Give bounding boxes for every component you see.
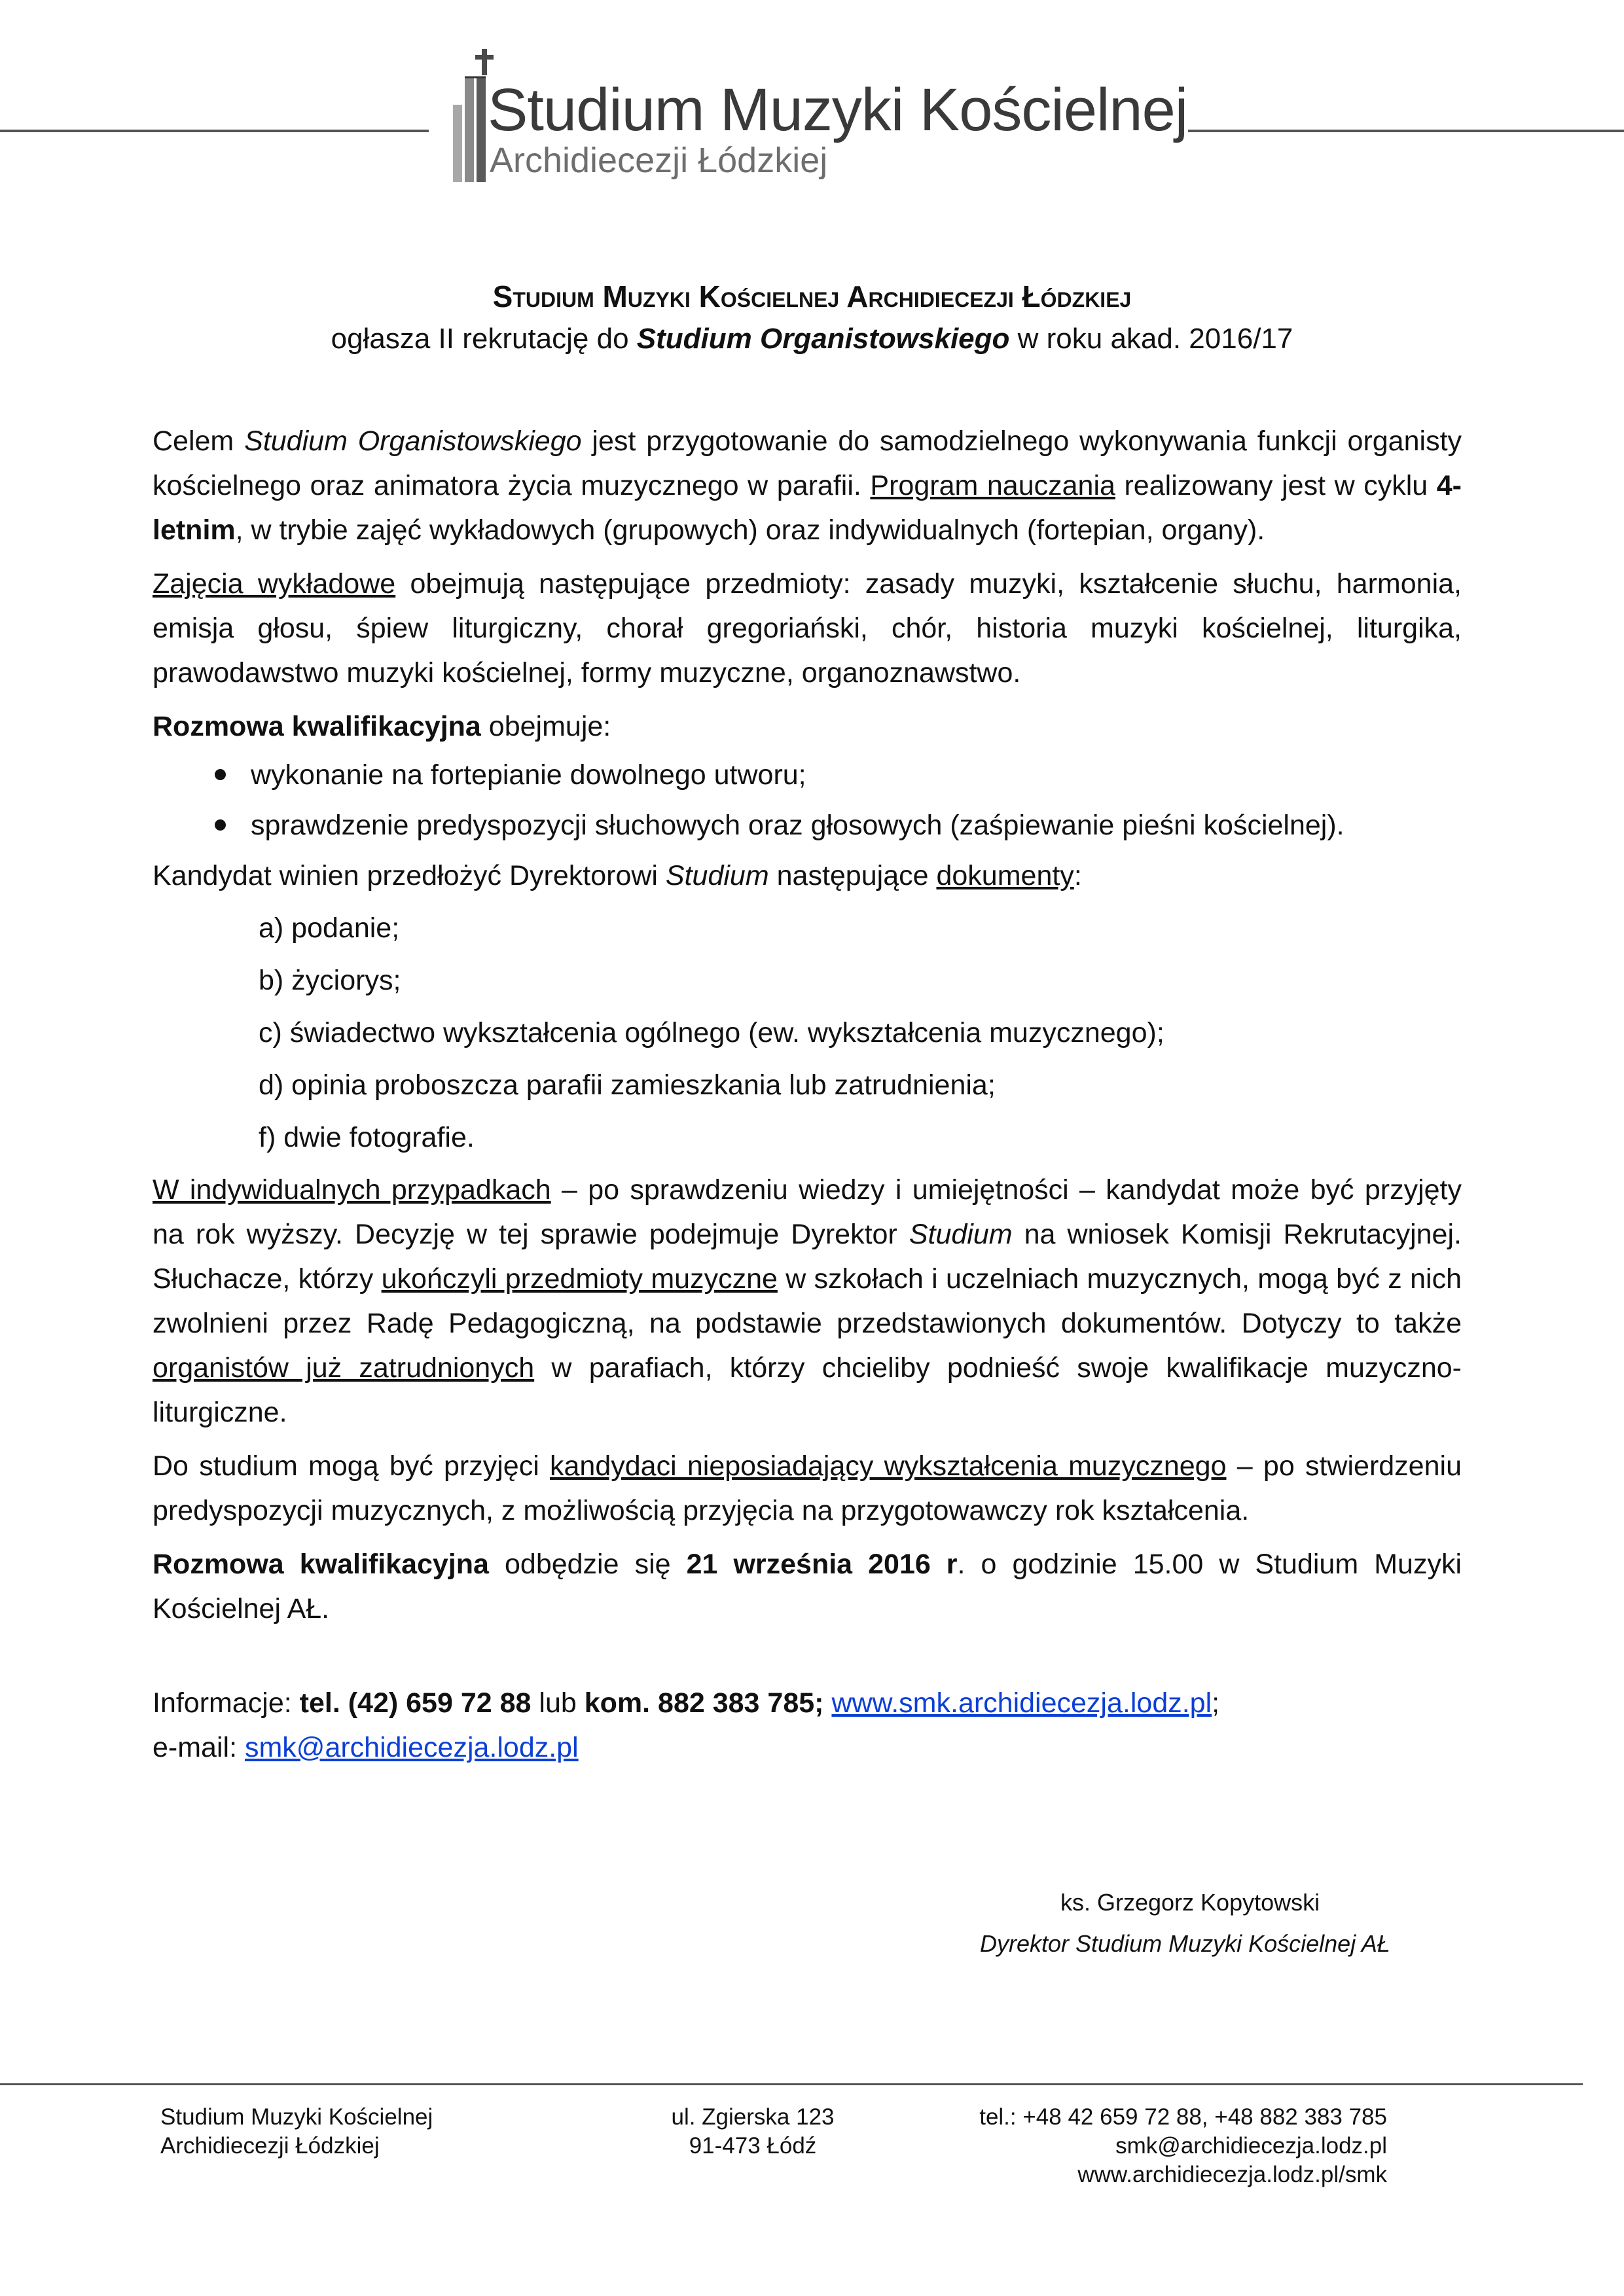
list-item: a) podanie; (259, 912, 400, 944)
list-item: wykonanie na fortepianie dowolnego utworu; (153, 753, 1462, 797)
documents-list (153, 906, 1462, 1160)
contact-info: Informacje: tel. (42) 659 72 88 lub kom. 882 383 785; www.smk.archidiecezja.lodz.pl; e-mail: smk@archidiecezja.lodz.pl (153, 1687, 1220, 1763)
signatory-role: Dyrektor Studium Muzyki Kościelnej AŁ (980, 1930, 1390, 1957)
announcement-body (153, 419, 1462, 1770)
interview-requirements-list (153, 753, 1462, 848)
paragraph-lectures: Zajęcia wykładowe obejmują następujące przedmioty: zasady muzyki, kształcenie słuchu, harmonia, emisja głosu, śpiew liturgiczny, chorał gregoriański, chór, historia muzyki kościelnej, liturgika, prawodawstwo muzyki kościelnej, formy muzyczne, organoznawstwo. (153, 568, 1462, 689)
paragraph-candidates-without-music: Do studium mogą być przyjęci kandydaci nieposiadający wykształcenia muzycznego – po stwierdzeniu predyspozycji muzycznych, z możliwością przyjęcia na przygotowawczy rok kształcenia. (153, 1450, 1462, 1526)
footer-institution: Studium Muzyki Kościelnej Archidiecezji Łódzkiej (160, 2104, 433, 2159)
email-link[interactable]: smk@archidiecezja.lodz.pl (244, 1732, 579, 1763)
footer-contact: tel.: +48 42 659 72 88, +48 882 383 785 smk@archidiecezja.lodz.pl www.archidiecezja.lodz.pl/smk (979, 2104, 1387, 2187)
footer-address: ul. Zgierska 123 91-473 Łódź (671, 2104, 835, 2159)
website-link[interactable]: www.smk.archidiecezja.lodz.pl (831, 1687, 1212, 1719)
header-rule-right (1188, 130, 1624, 132)
list-item: sprawdzenie predyspozycji słuchowych oraz głosowych (zaśpiewanie pieśni kościelnej). (153, 803, 1462, 848)
announcement-title: Studium Muzyki Kościelnej Archidiecezji Łódzkiej (492, 279, 1132, 314)
footer-rule (0, 2083, 1583, 2085)
paragraph-interview-intro: Rozmowa kwalifikacyjna obejmuje: (153, 711, 611, 742)
list-item: c) świadectwo wykształcenia ogólnego (ew. wykształcenia muzycznego); (259, 1017, 1164, 1049)
bullet-icon (215, 769, 226, 780)
list-item: b) życiorys; (259, 965, 401, 996)
list-item: d) opinia proboszcza parafii zamieszkania lub zatrudnienia; (259, 1069, 996, 1101)
paragraph-interview-date: Rozmowa kwalifikacyjna odbędzie się 21 września 2016 r. o godzinie 15.00 w Studium Muzyki Kościelnej AŁ. (153, 1549, 1462, 1624)
bullet-icon (215, 819, 226, 831)
paragraph-purpose: Celem Studium Organistowskiego jest przygotowanie do samodzielnego wykonywania funkcji organisty kościelnego oraz animatora życia muzycznego w parafii. Program nauczania realizowany jest w cyklu 4-letnim, w trybie zajęć wykładowych (grupowych) oraz indywidualnych (fortepian, organy). (153, 425, 1462, 546)
header-rule-left (0, 130, 429, 132)
paragraph-individual-cases: W indywidualnych przypadkach – po sprawdzeniu wiedzy i umiejętności – kandydat może być przyjęty na rok wyższy. Decyzję w tej sprawie podejmuje Dyrektor Studium na wniosek Komisji Rekrutacyjnej. Słuchacze, którzy ukończyli przedmioty muzyczne w szkołach i uczelniach muzycznych, mogą być z nich zwolnieni przez Radę Pedagogiczną, na podstawie przedstawionych dokumentów. Dotyczy to także organistów już zatrudnionych w parafiach, którzy chcieliby podnieść swoje kwalifikacje muzyczno-liturgiczne. (153, 1174, 1462, 1428)
letterhead-title: Studium Muzyki Kościelnej (488, 77, 1188, 143)
list-item: f) dwie fotografie. (259, 1122, 475, 1153)
signatory-name: ks. Grzegorz Kopytowski (1060, 1889, 1320, 1916)
announcement-subtitle: ogłasza II rekrutację do Studium Organistowskiego w roku akad. 2016/17 (331, 323, 1293, 355)
letterhead-subtitle: Archidiecezji Łódzkiej (490, 141, 828, 180)
paragraph-documents-intro: Kandydat winien przedłożyć Dyrektorowi Studium następujące dokumenty: (153, 860, 1082, 891)
